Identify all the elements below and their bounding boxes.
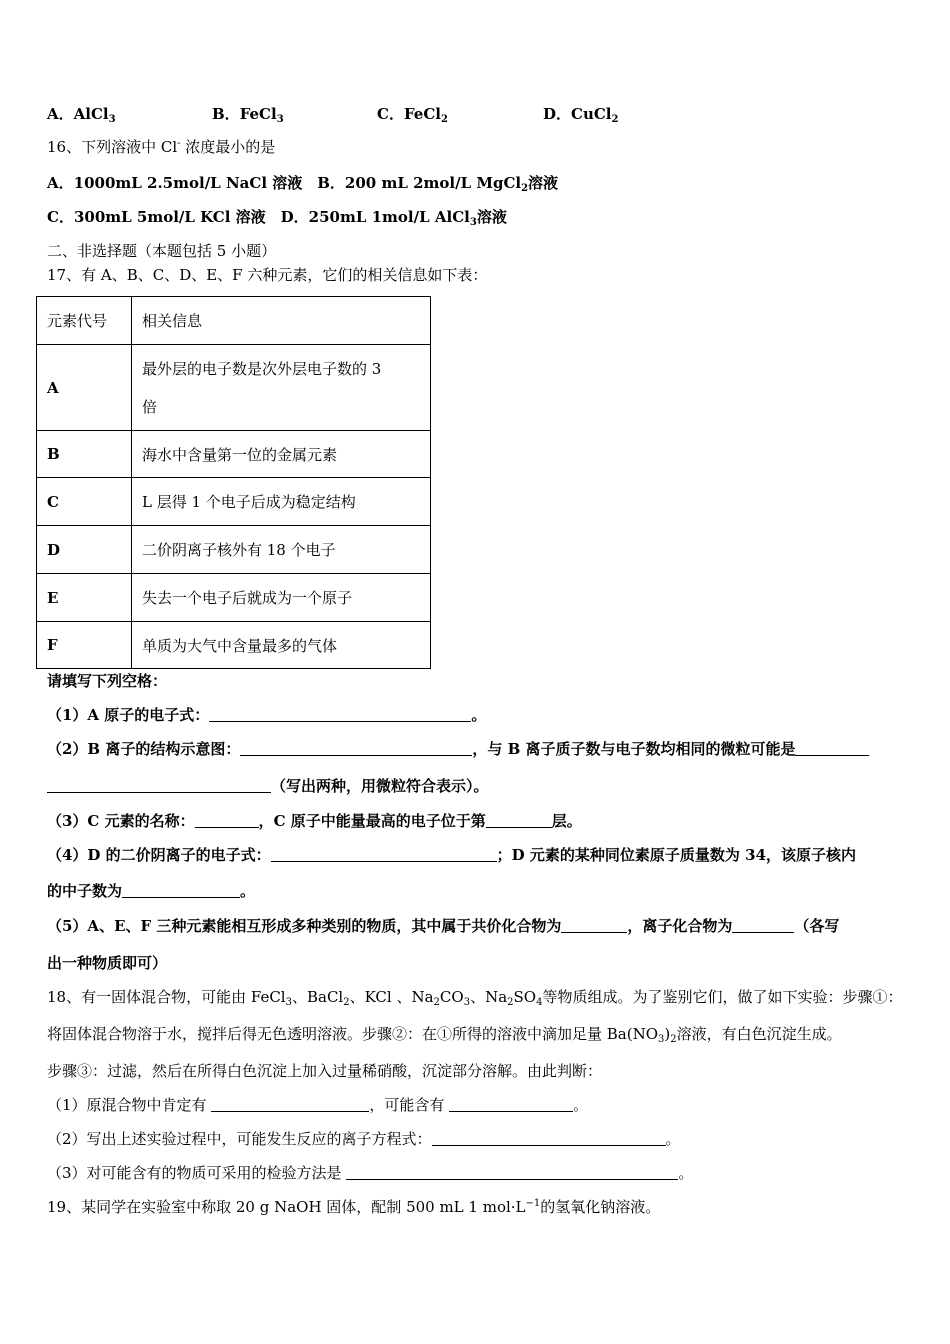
answer-blank[interactable] <box>47 777 271 793</box>
option-b: B．FeCl$_3$ <box>212 105 284 125</box>
section-heading: 二、非选择题（本题包括 5 小题） <box>47 242 277 260</box>
row-code: A <box>37 345 132 431</box>
q17-stem: 17、有 A、B、C、D、E、F 六种元素，它们的相关信息如下表： <box>47 266 488 284</box>
option-a: A．AlCl$_3$ <box>47 105 116 125</box>
q17-part2: （2）B 离子的结构示意图： ，与 B 离子质子数与电子数均相同的微粒可能是 <box>47 739 869 759</box>
row-info: 单质为大气中含量最多的气体 <box>132 622 431 669</box>
table-header-row <box>37 297 431 345</box>
table-row <box>37 622 431 669</box>
row-info: 失去一个电子后就成为一个原子 <box>132 574 431 622</box>
answer-blank[interactable] <box>732 917 794 933</box>
element-info-table <box>36 296 431 669</box>
answer-blank[interactable] <box>449 1096 573 1112</box>
table-row <box>37 478 431 526</box>
answer-blank[interactable] <box>195 812 259 828</box>
q16-options-cd: C．300mL 5mol/L KCl 溶液 D．250mL 1mol/L AlCl$_3$溶液 <box>47 208 507 228</box>
answer-blank[interactable] <box>122 882 240 898</box>
table-row <box>37 431 431 478</box>
row-code: E <box>37 574 132 622</box>
q17-part5: （5）A、E、F 三种元素能相互形成多种类别的物质，其中属于共价化合物为 ，离子化合物为 （各写 <box>47 917 840 935</box>
table-row <box>37 526 431 574</box>
q17-part1: （1）A 原子的电子式： 。 <box>47 706 487 724</box>
q16-stem: 16、下列溶液中 Cl- 浓度最小的是 <box>47 138 276 156</box>
header-info: 相关信息 <box>132 297 431 345</box>
q16-options-ab: A．1000mL 2.5mol/L NaCl 溶液 B．200 mL 2mol/L MgCl$_2$溶液 <box>47 174 559 194</box>
answer-blank[interactable] <box>486 812 552 828</box>
q17-part3: （3）C 元素的名称： ，C 原子中能量最高的电子位于第 层。 <box>47 812 582 830</box>
row-info: 二价阴离子核外有 18 个电子 <box>132 526 431 574</box>
table-row <box>37 345 431 431</box>
table-row <box>37 574 431 622</box>
q17-part4-cont: 的中子数为 。 <box>47 882 256 900</box>
q18-stem-line3: 步骤③：过滤，然后在所得白色沉淀上加入过量稀硝酸，沉淀部分溶解。由此判断： <box>47 1062 603 1080</box>
q19-stem: 19、某同学在实验室中称取 20 g NaOH 固体，配制 500 mL 1 $mol\cdot L^{-1}$的氢氧化钠溶液。 <box>47 1198 661 1216</box>
row-info: 海水中含量第一位的金属元素 <box>132 431 431 478</box>
q17-part2-cont: （写出两种，用微粒符合表示）。 <box>47 776 489 796</box>
option-c: C．FeCl$_2$ <box>377 105 448 125</box>
q18-stem-line1: 18、有一固体混合物，可能由 FeCl$_3$、BaCl$_2$、KCl 、$Na_2CO_3$、$Na_2SO_4$等物质组成。为了鉴别它们，做了如下实验：步骤①： <box>47 988 903 1008</box>
q17-part5-cont: 出一种物质即可） <box>47 954 168 972</box>
row-info: 最外层的电子数是次外层电子数的 3 倍 <box>132 345 431 431</box>
answer-blank[interactable] <box>561 917 627 933</box>
row-code: F <box>37 622 132 669</box>
answer-blank[interactable] <box>795 740 869 756</box>
answer-blank[interactable] <box>346 1164 678 1180</box>
answer-blank[interactable] <box>209 706 471 722</box>
answer-blank[interactable] <box>240 740 472 756</box>
option-d: D．CuCl$_2$ <box>543 105 619 125</box>
row-code: B <box>37 431 132 478</box>
header-code: 元素代号 <box>37 297 132 345</box>
q18-part2: （2）写出上述实验过程中，可能发生反应的离子方程式： 。 <box>47 1130 681 1148</box>
q18-part3: （3）对可能含有的物质可采用的检验方法是 。 <box>47 1164 694 1182</box>
row-code: C <box>37 478 132 526</box>
row-code: D <box>37 526 132 574</box>
row-info: L 层得 1 个电子后成为稳定结构 <box>132 478 431 526</box>
q17-part4: （4）D 的二价阴离子的电子式： ；D 元素的某种同位素原子质量数为 34，该原子核内 <box>47 846 857 864</box>
q18-stem-line2: 将固体混合物溶于水，搅拌后得无色透明溶液。步骤②：在①所得的溶液中滴加足量 $Ba(NO_3)_2$溶液，有白色沉淀生成。 <box>47 1025 842 1045</box>
fill-prompt: 请填写下列空格： <box>47 672 168 690</box>
answer-blank[interactable] <box>211 1096 369 1112</box>
answer-blank[interactable] <box>271 846 497 862</box>
q18-part1: （1）原混合物中肯定有 ，可能含有 。 <box>47 1096 589 1114</box>
answer-blank[interactable] <box>432 1130 666 1146</box>
